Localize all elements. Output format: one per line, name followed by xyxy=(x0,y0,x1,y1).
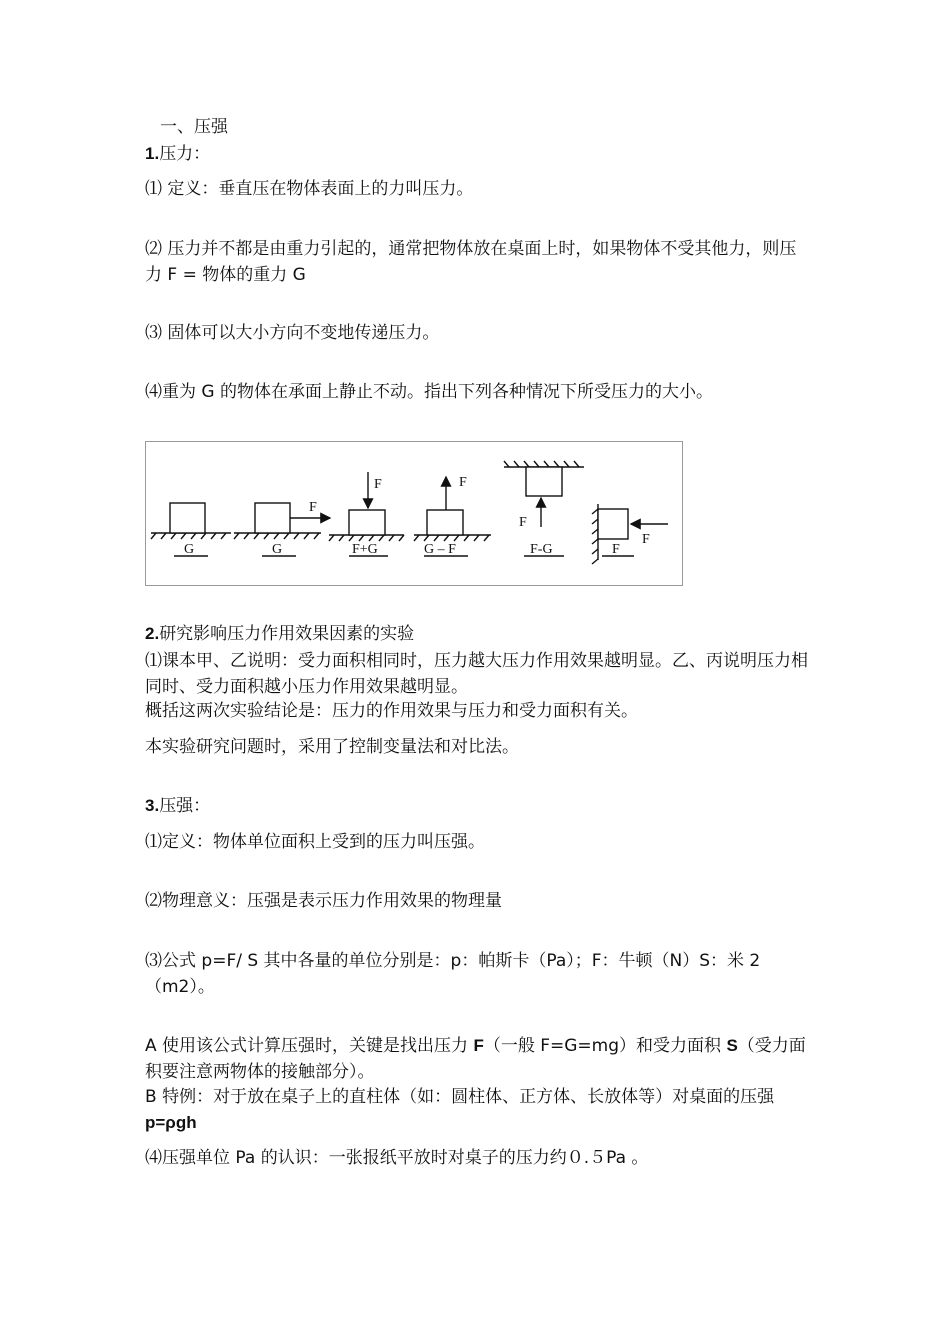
case-label-6: F xyxy=(612,542,620,557)
force-label-3: F xyxy=(374,477,382,492)
a-area-symbol: S xyxy=(726,1036,738,1055)
s3-paragraph-b xyxy=(145,1084,810,1136)
force-label-2: F xyxy=(309,500,317,515)
force-label-6: F xyxy=(642,532,650,547)
heading-1-title: 压力： xyxy=(159,144,211,164)
s2-paragraph-2: 概括这两次实验结论是：压力的作用效果与压力和受力面积有关。 xyxy=(145,701,638,721)
heading-3 xyxy=(145,794,210,818)
pressure-diagram xyxy=(146,442,684,587)
case-label-5: F-G xyxy=(530,542,553,557)
s2-paragraph-1: ⑴课本甲、乙说明：受力面积相同时，压力越大压力作用效果越明显。乙、丙说明压力相同时、受力面积越小压力作用效果越明显。 xyxy=(145,651,808,697)
a-text-mid: （一般 F=G=mg）和受力面积 xyxy=(483,1036,727,1056)
force-label-5: F xyxy=(519,515,527,530)
s1-paragraph-4: ⑷重为 G 的物体在承面上静止不动。指出下列各种情况下所受压力的大小。 xyxy=(145,382,713,402)
b-text: B 特例：对于放在桌子上的直柱体（如：圆柱体、正方体、长放体等）对桌面的压强 xyxy=(145,1087,775,1107)
heading-2-title: 研究影响压力作用效果因素的实验 xyxy=(159,624,415,644)
s1-paragraph-2: ⑵ 压力并不都是由重力引起的，通常把物体放在桌面上时，如果物体不受其他力，则压力 F = 物体的重力 G xyxy=(145,239,797,285)
s3-paragraph-2: ⑵物理意义：压强是表示压力作用效果的物理量 xyxy=(145,891,502,911)
case-label-1: G xyxy=(184,542,195,557)
s3-paragraph-1: ⑴定义：物体单位面积上受到的压力叫压强。 xyxy=(145,832,485,852)
case-label-4: G – F xyxy=(424,542,456,557)
s3-paragraph-3: ⑶公式 p=F/ S 其中各量的单位分别是：p：帕斯卡（Pa）；F：牛顿（N）S：米 2 （m2）。 xyxy=(145,951,761,997)
s2-paragraph-3: 本实验研究问题时，采用了控制变量法和对比法。 xyxy=(145,737,519,757)
pressure-figure xyxy=(145,441,683,586)
heading-2 xyxy=(145,622,414,646)
heading-1 xyxy=(145,142,210,166)
s1-paragraph-1: ⑴ 定义：垂直压在物体表面上的力叫压力。 xyxy=(145,179,474,199)
section-title: 一、压强 xyxy=(160,117,228,137)
s3-paragraph-a xyxy=(145,1033,810,1085)
s1-paragraph-3: ⑶ 固体可以大小方向不变地传递压力。 xyxy=(145,323,440,343)
heading-2-number: 2. xyxy=(145,624,160,643)
force-label-4: F xyxy=(459,475,467,490)
heading-3-number: 3. xyxy=(145,796,160,815)
a-text-post: （受力面积要注意两物体的接触部分）。 xyxy=(145,1036,806,1082)
case-6 xyxy=(592,504,668,564)
s3-paragraph-4: ⑷压强单位 Pa 的认识：一张报纸平放时对桌子的压力约０.５Pa 。 xyxy=(145,1148,649,1168)
case-label-3: F+G xyxy=(352,542,378,557)
b-formula: p=ρgh xyxy=(145,1113,197,1132)
a-force-symbol: F xyxy=(473,1036,484,1055)
a-text-pre: A 使用该公式计算压强时，关键是找出压力 xyxy=(145,1036,474,1056)
heading-1-number: 1. xyxy=(145,144,160,163)
heading-3-title: 压强： xyxy=(159,796,211,816)
case-label-2: G xyxy=(272,542,283,557)
